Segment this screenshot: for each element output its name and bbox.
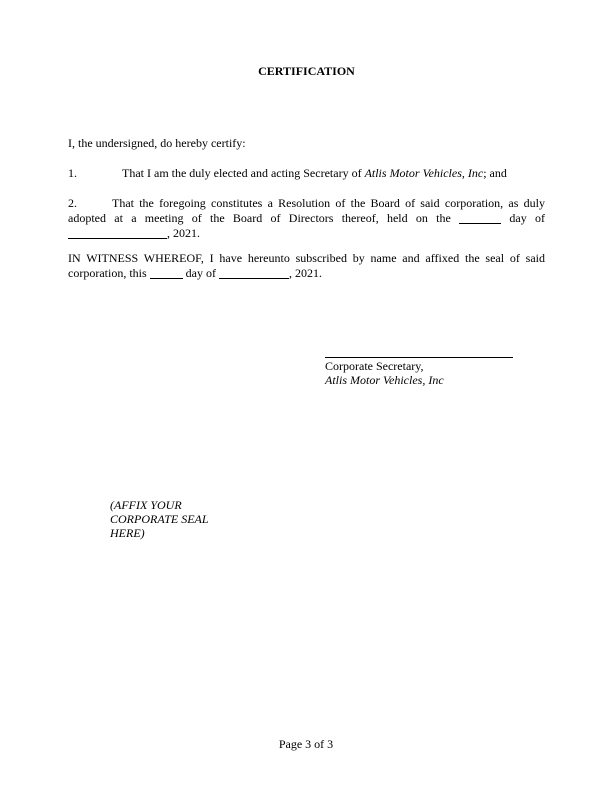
item-2-number: 2. <box>68 196 77 210</box>
item-1-company-name: Atlis Motor Vehicles, Inc <box>364 166 484 180</box>
signature-line <box>325 357 513 358</box>
item-1-number: 1. <box>68 166 77 180</box>
item-1-text: That I am the duly elected and acting Secretary of <box>122 166 365 180</box>
witness-paragraph <box>68 251 545 281</box>
list-item-2 <box>68 196 545 241</box>
item-2-year-text: , 2021. <box>167 226 200 240</box>
item-2-line-3 <box>68 226 545 241</box>
list-item-1 <box>68 166 545 181</box>
item-2-line-1 <box>68 196 545 211</box>
witness-text-line-2: corporation, this <box>68 266 150 280</box>
document-title: CERTIFICATION <box>258 64 355 78</box>
witness-line-2 <box>68 266 545 281</box>
witness-text-line-1: IN WITNESS WHEREOF, I have hereunto subscribed by name and affixed the seal of said <box>68 251 545 265</box>
blank-witness-day-field <box>150 278 183 279</box>
signature-role: Corporate Secretary, <box>325 359 424 373</box>
seal-notice-line-3: HERE) <box>110 526 145 540</box>
signature-block <box>325 359 444 387</box>
seal-notice-line-1: (AFFIX YOUR <box>110 498 182 512</box>
item-2-text-line-1: That the foregoing constitutes a Resolution of the Board of said corporation, as duly <box>112 196 545 210</box>
blank-witness-month-field <box>219 278 289 279</box>
signature-company: Atlis Motor Vehicles, Inc <box>325 373 444 387</box>
intro-paragraph: I, the undersigned, do hereby certify: <box>68 136 246 150</box>
witness-year-text: , 2021. <box>288 266 322 280</box>
corporate-seal-notice <box>110 498 209 540</box>
item-2-text-line-2-after: day of <box>501 211 545 225</box>
page-number: Page 3 of 3 <box>278 737 334 751</box>
item-1-text-after: ; and <box>483 166 507 180</box>
item-2-text-line-2: adopted at a meeting of the Board of Directors thereof, held on the <box>68 211 460 225</box>
blank-day-field <box>459 223 501 224</box>
witness-line-1 <box>68 251 545 266</box>
blank-month-field <box>68 238 167 239</box>
seal-notice-line-2: CORPORATE SEAL <box>110 512 209 526</box>
witness-day-of-text: day of <box>182 266 219 280</box>
item-2-line-2 <box>68 211 545 226</box>
